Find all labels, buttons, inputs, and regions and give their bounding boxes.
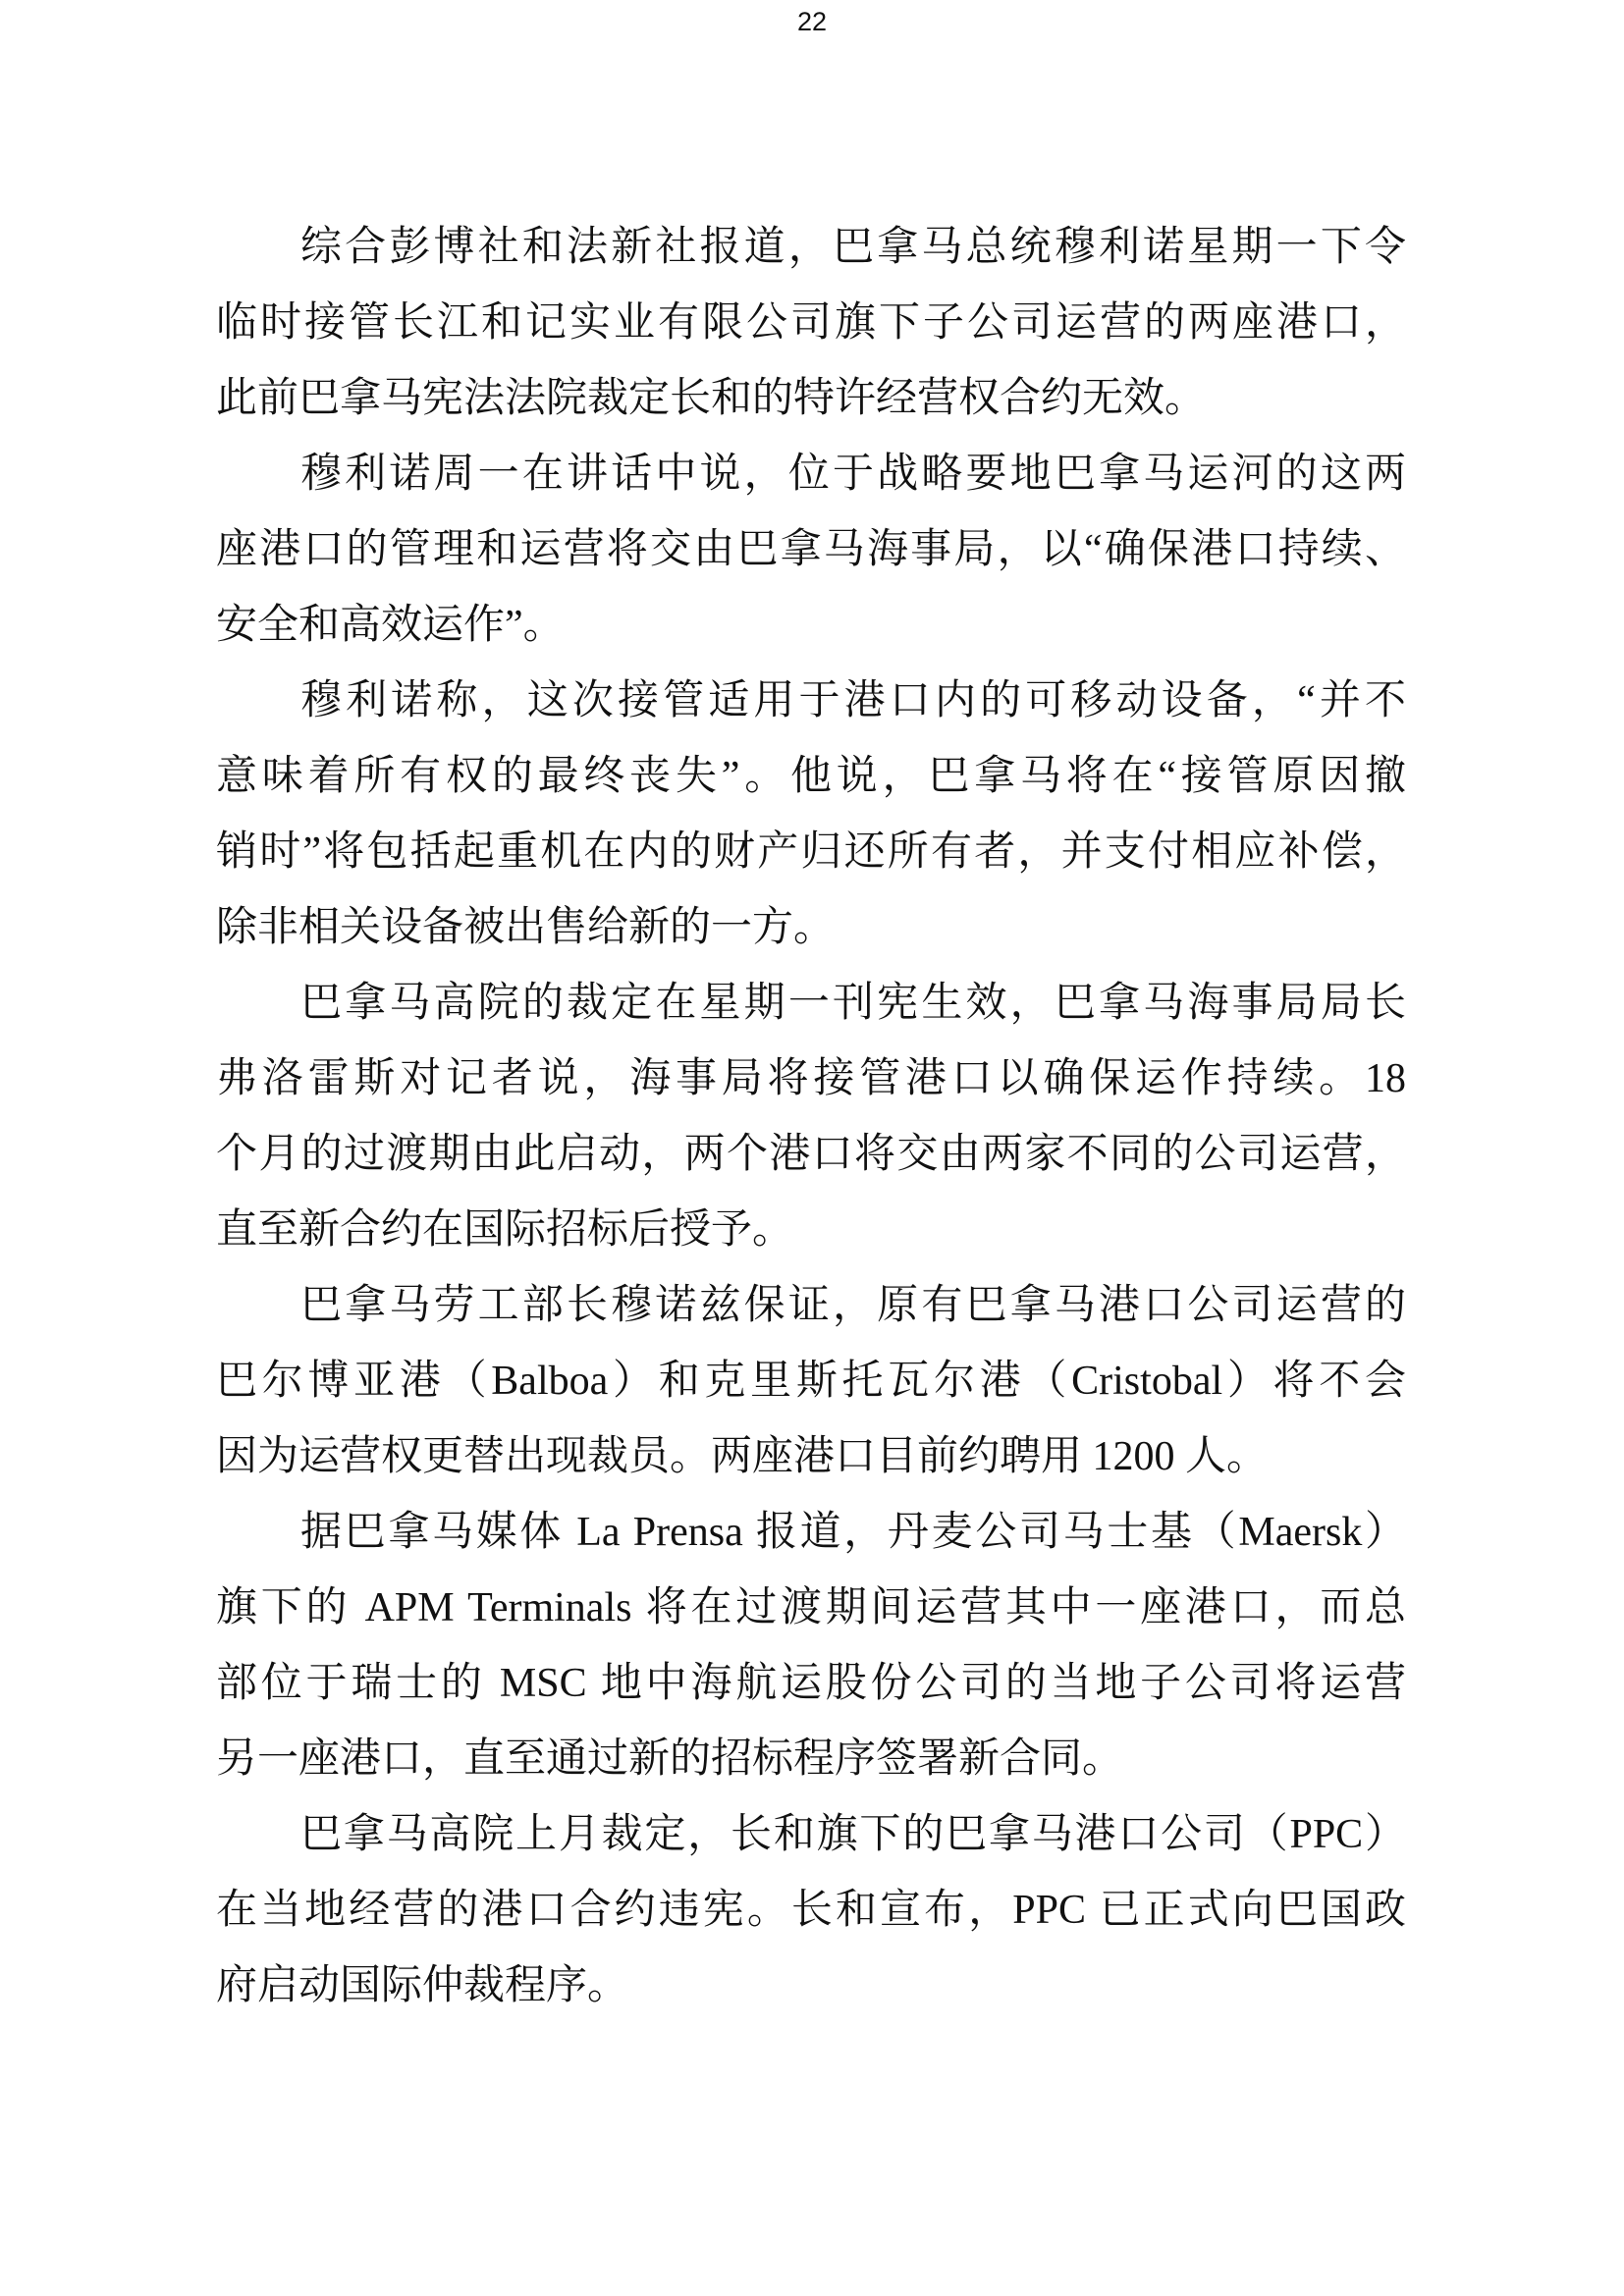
text-line: 巴拿马高院上月裁定，长和旗下的巴拿马港口公司（PPC） [300, 1812, 1406, 1857]
text-line: 座港口的管理和运营将交由巴拿马海事局，以“确保港口持续、 [216, 527, 1406, 572]
text-line: 旗下的 APM Terminals 将在过渡期间运营其中一座港口，而总 [216, 1585, 1406, 1630]
paragraph [216, 664, 1406, 966]
text-line: 销时”将包括起重机在内的财产归还所有者，并支付相应补偿， [216, 829, 1406, 875]
text-line: 据巴拿马媒体 La Prensa 报道，丹麦公司马士基（Maersk） [300, 1510, 1406, 1555]
text-line: 临时接管长江和记实业有限公司旗下子公司运营的两座港口， [216, 300, 1406, 346]
document-body [216, 210, 1406, 2024]
text-line: 在当地经营的港口合约违宪。长和宣布，PPC 已正式向巴国政 [216, 1888, 1406, 1933]
text-line: 直至新合约在国际招标后授予。 [216, 1207, 794, 1253]
text-line: 意味着所有权的最终丧失”。他说，巴拿马将在“接管原因撤 [216, 754, 1406, 799]
text-line: 此前巴拿马宪法法院裁定长和的特许经营权合约无效。 [216, 376, 1207, 421]
text-line: 综合彭博社和法新社报道，巴拿马总统穆利诺星期一下令 [300, 225, 1406, 270]
text-line: 另一座港口，直至通过新的招标程序签署新合同。 [216, 1736, 1124, 1782]
paragraph [216, 966, 1406, 1268]
text-line: 安全和高效运作”。 [216, 603, 565, 648]
text-line: 个月的过渡期由此启动，两个港口将交由两家不同的公司运营， [216, 1132, 1406, 1177]
text-line: 穆利诺称，这次接管适用于港口内的可移动设备，“并不 [300, 678, 1406, 723]
paragraph [216, 437, 1406, 664]
paragraph [216, 210, 1406, 437]
page-number: 22 [796, 7, 828, 36]
text-line: 穆利诺周一在讲话中说，位于战略要地巴拿马运河的这两 [300, 452, 1406, 497]
text-line: 部位于瑞士的 MSC 地中海航运股份公司的当地子公司将运营 [216, 1661, 1406, 1706]
text-line: 弗洛雷斯对记者说，海事局将接管港口以确保运作持续。18 [216, 1056, 1406, 1101]
text-line: 巴尔博亚港（Balboa）和克里斯托瓦尔港（Cristobal）将不会 [216, 1359, 1406, 1404]
paragraph [216, 1268, 1406, 1495]
text-line: 巴拿马高院的裁定在星期一刊宪生效，巴拿马海事局局长 [300, 981, 1406, 1026]
text-line: 因为运营权更替出现裁员。两座港口目前约聘用 1200 人。 [216, 1434, 1269, 1479]
paragraph [216, 1495, 1406, 1797]
text-line: 府启动国际仲裁程序。 [216, 1963, 629, 2008]
paragraph [216, 1797, 1406, 2024]
text-line: 巴拿马劳工部长穆诺兹保证，原有巴拿马港口公司运营的 [300, 1283, 1406, 1328]
text-line: 除非相关设备被出售给新的一方。 [216, 905, 836, 950]
